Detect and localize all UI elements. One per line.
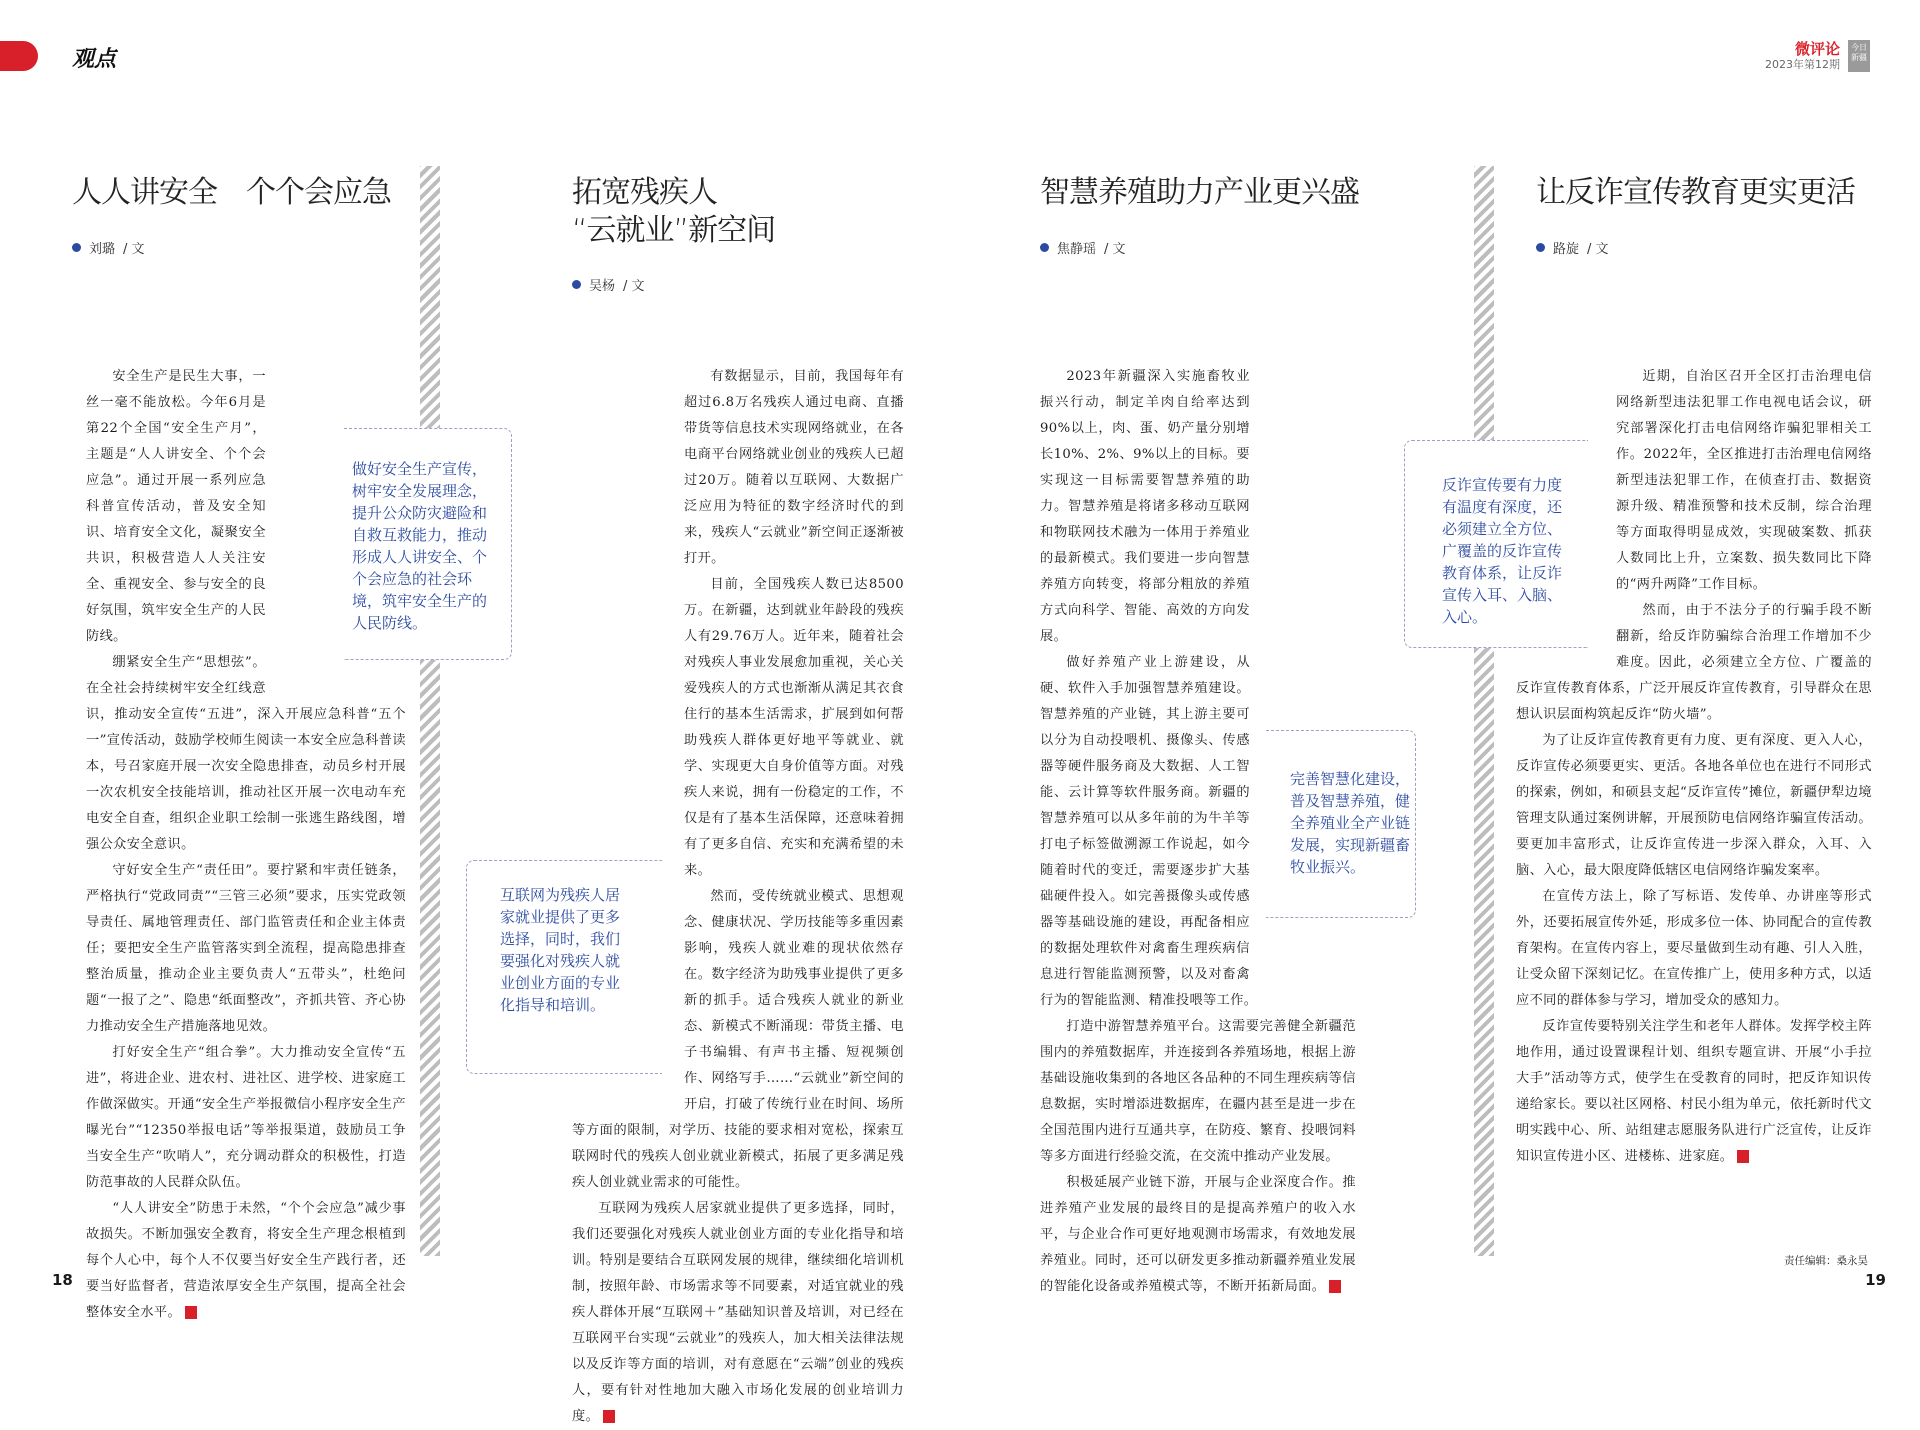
byline-suffix: / 文: [123, 242, 145, 257]
article-4-byline: [1536, 238, 1609, 257]
paragraph: 2023年新疆深入实施畜牧业振兴行动，制定羊肉自给率达到90%以上，肉、蛋、奶产量分别增长10%、2%、9%以上的目标。要实现这一目标需要智慧养殖的助力。智慧养殖是将诸多移动互联网和物联网技术融为一体用于养殖业的最新模式。我们要进一步向智慧养殖方向转变，将部分粗放的养殖方式向科学、智能、高效的方向发展。: [1040, 369, 1250, 644]
paragraph: 绷紧安全生产“思想弦”。在全社会持续树牢安全红线意识，推动安全宣传“五进”，深入开展应急科普“五个一”宣传活动，鼓励学校师生阅读一本安全应急科普读本，号召家庭开展一次安全隐患排查，动员乡村开展一次农机安全技能培训，推动社区开展一次电动车充电安全自查，组织企业职工绘制一张逃生路线图，增强公众安全意识。: [86, 655, 406, 852]
section-tab-marker: [0, 41, 38, 71]
article-1-byline: [72, 238, 145, 257]
magazine-brand: [1765, 40, 1870, 72]
byline-suffix: / 文: [623, 279, 645, 294]
editor-credit: 责任编辑：桑永昊: [1784, 1255, 1868, 1267]
article-2-body: [572, 364, 904, 1424]
paragraph: 然而，由于不法分子的行骗手段不断翻新，给反诈防骗综合治理工作增加不少难度。因此，必须建立全方位、广覆盖的反诈宣传教育体系，广泛开展反诈宣传教育，引导群众在思想认识层面构筑起反诈“防火墙”。: [1516, 603, 1872, 722]
decorative-stripe: [1474, 166, 1494, 1256]
article-1-author: 刘璐: [89, 242, 116, 257]
paragraph: 然而，受传统就业模式、思想观念、健康状况、学历技能等多重因素影响，残疾人就业难的现状依然存在。数字经济为助残事业提供了更多新的抓手。适合残疾人就业的新业态、新模式不断涌现：带货主播、电子书编辑、有声书主播、短视频创作、网络写手……“云就业”新空间的开启，打破了传统行业在时间、场所等方面的限制，对学历、技能的要求相对宽松，探索互联网时代的残疾人创业就业新模式，拓展了更多满足残疾人创业就业需求的可能性。: [572, 889, 904, 1190]
article-2-title-line1: 拓宽残疾人: [572, 175, 717, 210]
article-1-pull-quote: 做好安全生产宣传，树牢安全发展理念，提升公众防灾避险和自救互救能力，推动形成人人讲安全、个个会应急的社会环境，筑牢安全生产的人民防线。: [352, 460, 488, 632]
article-4-title: 让反诈宣传教育更实更活: [1536, 175, 1855, 210]
paragraph: 做好养殖产业上游建设，从硬、软件入手加强智慧养殖建设。智慧养殖的产业链，其上游主要可以分为自动投喂机、摄像头、传感器等硬件服务商及大数据、人工智能、云计算等软件服务商。新疆的智慧养殖可以从多年前的为牛羊等打电子标签做溯源工作说起，如今随着时代的变迁，需要逐步扩大基础硬件投入。如完善摄像头或传感器等基础设施的建设，再配备相应的数据处理软件对禽畜生理疾病信息进行智能监测预警，以及对畜禽行为的智能监测、精准投喂等工作。: [1040, 655, 1258, 1008]
paragraph: 在宣传方法上，除了写标语、发传单、办讲座等形式外，还要拓展宣传外延，形成多位一体、协同配合的宣传教育架构。在宣传内容上，要尽量做到生动有趣、引人入胜，让受众留下深刻记忆。在宣传推广上，使用多种方式，以适应不同的群体参与学习，增加受众的感知力。: [1516, 889, 1872, 1008]
article-2-byline: [572, 275, 645, 294]
article-2-pull-quote: 互联网为残疾人居家就业提供了更多选择，同时，我们要强化对残疾人就业创业方面的专业化指导和培训。: [500, 886, 621, 1014]
article-3-author: 焦静瑶: [1057, 242, 1097, 257]
brand-name: 微评论: [1794, 40, 1840, 58]
paragraph: 守好安全生产“责任田”。要拧紧和牢责任链条，严格执行“党政同责”“三管三必须”要求，压实党政领导责任、属地管理责任、部门监管责任和企业主体责任；要把安全生产监管落实到全流程，提高隐患排查整治质量，推动企业主要负责人“五带头”，杜绝问题“一报了之”、隐患“纸面整改”，齐抓共管、齐心协力推动安全生产措施落地见效。: [86, 863, 406, 1034]
brand-badge: 今日新疆: [1848, 40, 1870, 72]
paragraph: 为了让反诈宣传教育更有力度、更有深度、更入人心，反诈宣传必须要更实、更活。各地各单位也在进行不同形式的探索，例如，和硕县支起“反诈宣传”摊位，新疆伊犁边境管理支队通过案例讲解，开展预防电信网络诈骗宣传活动。要更加丰富形式，让反诈宣传进一步深入群众，入耳、入脑、入心，最大限度降低辖区电信网络诈骗发案率。: [1516, 733, 1872, 878]
paragraph: 安全生产是民生大事，一丝一毫不能放松。今年6月是第22个全国“安全生产月”，主题是“人人讲安全、个个会应急”。通过开展一系列应急科普宣传活动，普及安全知识、培育安全文化，凝聚安全共识，积极营造人人关注安全、重视安全、参与安全的良好氛围，筑牢安全生产的人民防线。: [86, 369, 266, 644]
paragraph: 打造中游智慧养殖平台。这需要完善健全新疆范围内的养殖数据库，并连接到各养殖场地，根据上游基础设施收集到的各地区各品种的不同生理疾病等信息数据，实时增添进数据库，在疆内甚至是进一步在全国范围内进行互通共享，在防疫、繁育、投喂饲料等多方面进行经验交流，在交流中推动产业发展。: [1040, 1019, 1356, 1164]
paragraph: 有数据显示，目前，我国每年有超过6.8万名残疾人通过电商、直播带货等信息技术实现网络就业，在各电商平台网络就业创业的残疾人已超过20万。随着以互联网、大数据广泛应用为特征的数字经济时代的到来，残疾人“云就业”新空间正逐渐被打开。: [684, 369, 904, 566]
end-mark-icon: [1737, 1150, 1749, 1163]
bullet-dot-icon: [72, 243, 81, 252]
article-3-pull-quote: 完善智慧化建设，普及智慧养殖，健全养殖业全产业链发展，实现新疆畜牧业振兴。: [1290, 770, 1411, 876]
paragraph: 互联网为残疾人居家就业提供了更多选择，同时，我们还要强化对残疾人就业创业方面的专业化指导和培训。特别是要结合互联网发展的规律，继续细化培训机制，按照年龄、市场需求等不同要素，对适宜就业的残疾人群体开展“互联网＋”基础知识普及培训，对已经在互联网平台实现“云就业”的残疾人，加大相关法律法规以及反诈等方面的培训，对有意愿在“云端”创业的残疾人，要有针对性地加大融入市场化发展的创业培训力度。: [572, 1201, 904, 1424]
article-2-title-line2: “云就业”新空间: [572, 213, 776, 248]
article-2-author: 吴杨: [589, 279, 616, 294]
paragraph: 反诈宣传要特别关注学生和老年人群体。发挥学校主阵地作用，通过设置课程计划、组织专题宣讲、开展“小手拉大手”活动等方式，使学生在受教育的同时，把反诈知识传递给家长。要以社区网格、村民小组为单元，依托新时代文明实践中心、所、站组建志愿服务队进行广泛宣传，让反诈知识宣传进小区、进楼栋、进家庭。: [1516, 1019, 1872, 1164]
paragraph: 近期，自治区召开全区打击治理电信网络新型违法犯罪工作电视电话会议，研究部署深化打击电信网络诈骗犯罪相关工作。2022年，全区推进打击治理电信网络新型违法犯罪工作，在侦查打击、数据资源升级、精准预警和技术反制，综合治理等方面取得明显成效，实现破案数、抓获人数同比上升，立案数、损失数同比下降的“两升两降”工作目标。: [1616, 369, 1872, 592]
paragraph: “人人讲安全”防患于未然，“个个会应急”减少事故损失。不断加强安全教育，将安全生产理念根植到每个人心中，每个人不仅要当好安全生产践行者，还要当好监督者，营造浓厚安全生产氛围，提高全社会整体安全水平。: [86, 1201, 406, 1320]
decorative-stripe: [420, 166, 440, 1256]
issue-label: 2023年第12期: [1765, 58, 1840, 71]
paragraph: 目前，全国残疾人数已达8500万。在新疆，达到就业年龄段的残疾人有29.76万人。近年来，随着社会对残疾人事业发展愈加重视，关心关爱残疾人的方式也渐渐从满足其衣食住行的基本生活需求，扩展到如何帮助残疾人群体更好地平等就业、就学、实现更大自身价值等方面。对残疾人来说，拥有一份稳定的工作，不仅是有了基本生活保障，还意味着拥有了更多自信、充实和充满希望的未来。: [684, 577, 904, 878]
byline-suffix: / 文: [1104, 242, 1126, 257]
page-number-left: 18: [52, 1271, 73, 1289]
end-mark-icon: [185, 1306, 197, 1319]
end-mark-icon: [1329, 1280, 1341, 1293]
end-mark-icon: [603, 1410, 615, 1423]
page-number-right: 19: [1865, 1271, 1886, 1289]
section-label: 观点: [72, 47, 117, 72]
article-4-pull-quote: 反诈宣传要有力度有温度有深度，还必须建立全方位、广覆盖的反诈宣传教育体系，让反诈宣传入耳、入脑、入心。: [1442, 476, 1563, 626]
article-4-author: 路旋: [1553, 242, 1580, 257]
bullet-dot-icon: [572, 280, 581, 289]
article-3-title: 智慧养殖助力产业更兴盛: [1040, 175, 1359, 210]
bullet-dot-icon: [1040, 243, 1049, 252]
bullet-dot-icon: [1536, 243, 1545, 252]
byline-suffix: / 文: [1587, 242, 1609, 257]
paragraph: 积极延展产业链下游，开展与企业深度合作。推进养殖产业发展的最终目的是提高养殖户的收入水平，与企业合作可更好地观测市场需求，有效地发展养殖业。同时，还可以研发更多推动新疆养殖业发展的智能化设备或养殖模式等，不断开拓新局面。: [1040, 1175, 1356, 1294]
article-3-byline: [1040, 238, 1126, 257]
paragraph: 打好安全生产“组合拳”。大力推动安全宣传“五进”，将进企业、进农村、进社区、进学校、进家庭工作做深做实。开通“安全生产举报微信小程序安全生产曝光台”“12350举报电话”等举报渠道，鼓励员工争当安全生产“吹哨人”，充分调动群众的积极性，打造防范事故的人民群众队伍。: [86, 1045, 406, 1190]
article-1-title: 人人讲安全 个个会应急: [72, 175, 391, 210]
